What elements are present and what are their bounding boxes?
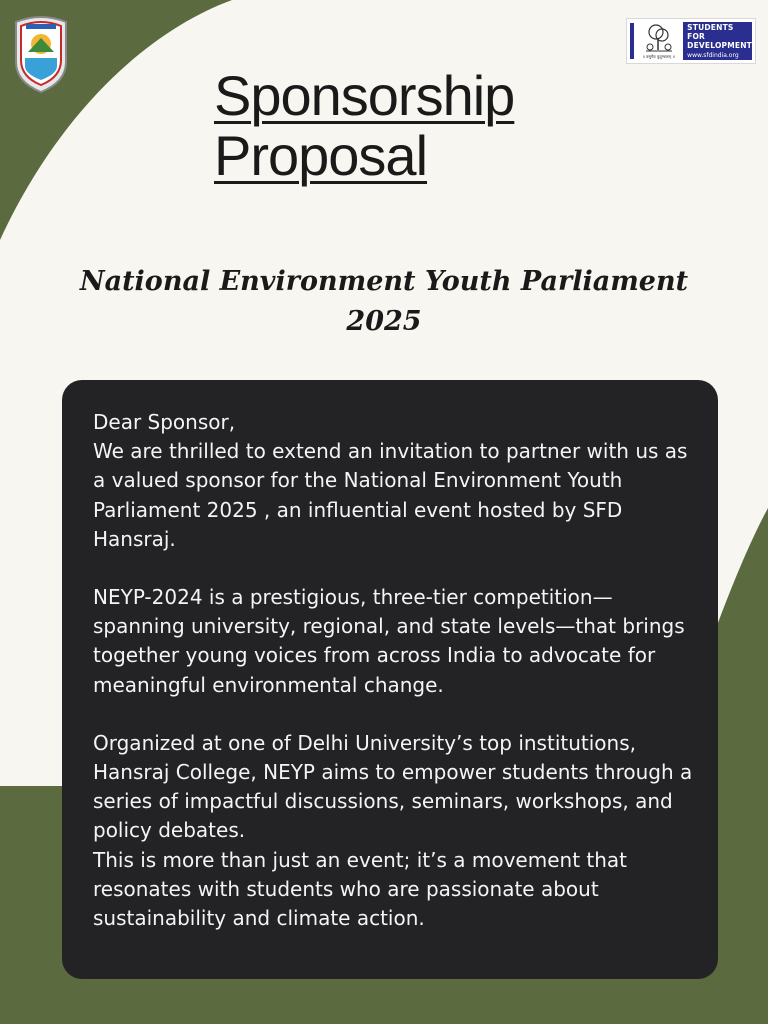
letter-greeting: Dear Sponsor, [93,410,236,434]
letter-paragraph-2: NEYP-2024 is a prestigious, three-tier competition—spanning university, regional, and state levels—that brings together young voices from across India to advocate for meaningful environmental change. [93,585,685,697]
title-line-1: Sponsorship [214,64,515,127]
letter-paragraph-3: Organized at one of Delhi University’s top institutions, Hansraj College, NEYP aims to empower students through a series of impactful discussions, seminars, workshops, and policy debates. [93,730,693,843]
event-name-line-1: National Environment Youth Parliament [79,266,689,297]
letter-paragraph-1: We are thrilled to extend an invitation to partner with us as a valued sponsor for the National Environment Youth Parliament 2025 , an influential event hosted by SFD Hansraj. [93,439,688,551]
title-line-2: Proposal [214,124,428,187]
page-title [214,66,614,186]
event-year: 2025 [346,306,422,337]
letter-paragraph-4: This is more than just an event; it’s a movement that resonates with students who are passionate about sustainability and climate action. [93,847,628,931]
sfd-name-box [683,22,752,60]
event-name [40,262,728,342]
sfd-name-line2: DEVELOPMENT [687,40,752,50]
sfd-name-line1: STUDENTS FOR [687,22,734,41]
sfd-emblem-caption: ॥ वसुधैव कुटुम्बकम् ॥ [642,53,675,59]
letter-card [62,380,718,979]
college-crest-icon [12,14,70,94]
sfd-url: www.sfdindia.org [687,51,739,59]
tree-emblem-icon [642,23,676,53]
sfd-logo [626,18,756,64]
sfd-emblem [634,19,683,63]
